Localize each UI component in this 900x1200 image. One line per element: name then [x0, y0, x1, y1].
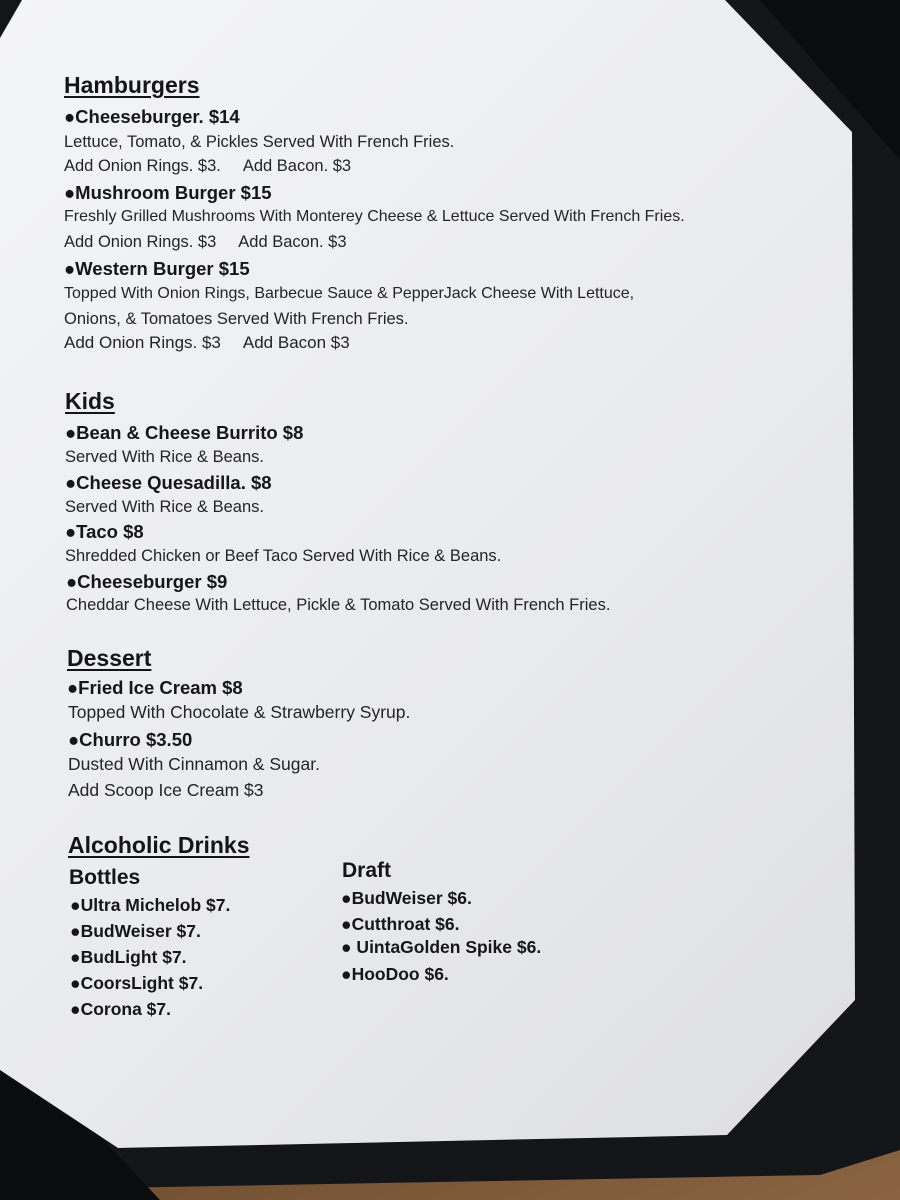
- kids-taco-desc: Shredded Chicken or Beef Taco Served With Rice & Beans.: [65, 547, 502, 565]
- drinks-draft-item: ●BudWeiser $6.: [341, 888, 472, 908]
- kids-cheeseburger-name: ●Cheeseburger $9: [66, 571, 228, 592]
- kids-quesadilla-name: ●Cheese Quesadilla. $8: [65, 472, 272, 493]
- drinks-draft-item: ●Cutthroat $6.: [341, 914, 460, 934]
- addon-onion-rings: Add Onion Rings. $3.: [64, 157, 221, 175]
- hamburger-mushroom-addons: [64, 233, 347, 252]
- kids-burrito-desc: Served With Rice & Beans.: [65, 448, 264, 466]
- addon-bacon: Add Bacon. $3: [242, 157, 352, 175]
- hamburger-western-addons: [64, 333, 350, 353]
- kids-burrito-name: ●Bean & Cheese Burrito $8: [65, 422, 304, 443]
- drinks-bottle-item: ●Ultra Michelob $7.: [70, 895, 231, 915]
- drinks-bottle-item: ●BudLight $7.: [70, 947, 187, 967]
- addon-onion-rings: Add Onion Rings. $3: [64, 233, 217, 251]
- dessert-churro-addon: Add Scoop Ice Cream $3: [68, 780, 264, 800]
- addon-bacon: Add Bacon. $3: [238, 233, 347, 251]
- section-title-dessert: Dessert: [67, 645, 152, 671]
- hamburger-western-desc-1: Topped With Onion Rings, Barbecue Sauce & PepperJack Cheese With Lettuce,: [64, 285, 635, 302]
- drinks-bottles-title: Bottles: [69, 866, 141, 889]
- dessert-churro-desc: Dusted With Cinnamon & Sugar.: [68, 754, 320, 774]
- kids-cheeseburger-desc: Cheddar Cheese With Lettuce, Pickle & Tomato Served With French Fries.: [66, 596, 611, 614]
- drinks-draft-title: Draft: [342, 859, 392, 882]
- hamburger-mushroom-desc: Freshly Grilled Mushrooms With Monterey Cheese & Lettuce Served With French Fries.: [64, 208, 685, 225]
- kids-taco-name: ●Taco $8: [65, 521, 144, 542]
- hamburger-cheeseburger-desc: Lettuce, Tomato, & Pickles Served With French Fries.: [64, 133, 455, 151]
- hamburger-western-name: ●Western Burger $15: [64, 258, 250, 279]
- drinks-draft-item: ●HooDoo $6.: [341, 964, 449, 984]
- section-title-alcoholic-drinks: Alcoholic Drinks: [68, 832, 250, 858]
- kids-quesadilla-desc: Served With Rice & Beans.: [65, 498, 264, 516]
- drinks-bottle-item: ●Corona $7.: [70, 999, 172, 1019]
- drinks-draft-item: ● UintaGolden Spike $6.: [341, 937, 542, 957]
- dessert-ice-cream-name: ●Fried Ice Cream $8: [67, 677, 243, 698]
- dessert-ice-cream-desc: Topped With Chocolate & Strawberry Syrup.: [68, 702, 411, 722]
- addon-onion-rings: Add Onion Rings. $3: [64, 333, 221, 352]
- hamburger-cheeseburger-addons: [64, 157, 351, 176]
- addon-bacon: Add Bacon $3: [242, 333, 350, 352]
- section-title-kids: Kids: [65, 388, 115, 414]
- drinks-bottle-item: ●CoorsLight $7.: [70, 973, 204, 993]
- hamburger-mushroom-name: ●Mushroom Burger $15: [64, 182, 272, 203]
- hamburger-cheeseburger-name: ●Cheeseburger. $14: [64, 106, 240, 127]
- hamburger-western-desc-2: Onions, & Tomatoes Served With French Fries.: [64, 310, 409, 328]
- dessert-churro-name: ●Churro $3.50: [68, 729, 193, 750]
- drinks-bottle-item: ●BudWeiser $7.: [70, 921, 201, 941]
- section-title-hamburgers: Hamburgers: [64, 72, 200, 98]
